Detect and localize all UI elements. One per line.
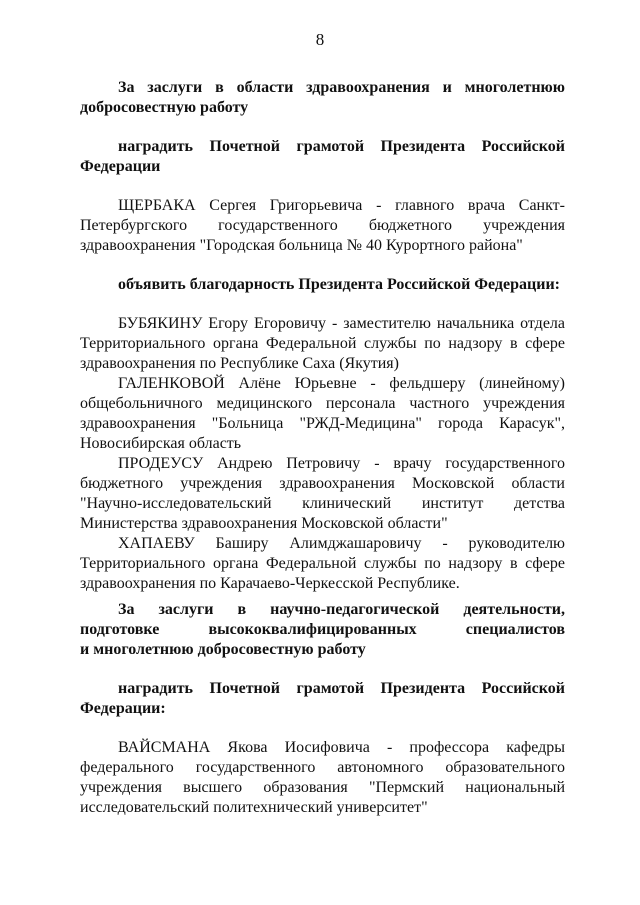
- entry-line: ЩЕРБАКА Сергея Григорьевича - главного врача Санкт-: [118, 197, 565, 214]
- section-1-award: [80, 137, 565, 177]
- award-line: Федерации: [80, 158, 161, 175]
- awardee-entry: [80, 738, 565, 818]
- page-number: 8: [315, 30, 325, 49]
- entry-line: "Научно-исследовательский клинический институт детства: [80, 495, 565, 512]
- award-line: наградить Почетной грамотой Президента Российской: [118, 680, 565, 697]
- gratitude-entries: [80, 314, 565, 594]
- entry-line: Территориального органа Федеральной службы по надзору в сфере: [80, 335, 565, 352]
- entry-line: ПРОДЕУСУ Андрею Петровичу - врачу государственного: [118, 455, 565, 472]
- entry-line: бюджетного учреждения здравоохранения Московской области: [80, 475, 565, 492]
- heading-line: и многолетнюю добросовестную работу: [80, 641, 366, 658]
- entry-line: Петербургского государственного бюджетного учреждения: [80, 217, 565, 234]
- entry-line: здравоохранения "Городская больница № 40 Курортного района": [80, 237, 523, 254]
- section-2-heading: [80, 600, 565, 660]
- award-line: Федерации:: [80, 700, 166, 717]
- entry-line: Территориального органа Федеральной службы по надзору в сфере: [80, 555, 565, 572]
- entry-line: здравоохранения по Карачаево-Черкесской Республике.: [80, 575, 460, 592]
- entry-line: ХАПАЕВУ Баширу Алимджашаровичу - руководителю: [118, 535, 565, 552]
- entry-line: здравоохранения "Больница "РЖД-Медицина" города Карасук",: [80, 415, 565, 432]
- heading-line: подготовке высококвалифицированных специалистов: [80, 621, 565, 638]
- entry-line: ВАЙСМАНА Якова Иосифовича - профессора кафедры: [118, 739, 565, 756]
- section-1-gratitude: [80, 275, 565, 295]
- heading-line: За заслуги в научно-педагогической деятельности,: [118, 601, 565, 618]
- entry-line: исследовательский политехнический университет": [80, 799, 428, 816]
- entry-line: здравоохранения по Республике Саха (Якутия): [80, 355, 399, 372]
- awardee-entry: [80, 196, 565, 256]
- entry-line: учреждения высшего образования "Пермский национальный: [80, 779, 565, 796]
- entry-line: федерального государственного автономного образовательного: [80, 759, 565, 776]
- section-2-award: [80, 679, 565, 719]
- entry-line: Новосибирская область: [80, 435, 242, 452]
- entry-line: Министерства здравоохранения Московской области": [80, 515, 448, 532]
- entry-line: общебольничного медицинского персонала частного учреждения: [80, 395, 565, 412]
- section-1-heading: [80, 78, 565, 118]
- award-line: наградить Почетной грамотой Президента Российской: [118, 138, 565, 155]
- gratitude-line: объявить благодарность Президента Российской Федерации:: [118, 276, 560, 293]
- entry-line: ГАЛЕНКОВОЙ Алёне Юрьевне - фельдшеру (линейному): [118, 375, 565, 392]
- entry-line: БУБЯКИНУ Егору Егоровичу - заместителю начальника отдела: [118, 315, 565, 332]
- heading-line: добросовестную работу: [80, 99, 249, 116]
- heading-line: За заслуги в области здравоохранения и многолетнюю: [118, 79, 565, 96]
